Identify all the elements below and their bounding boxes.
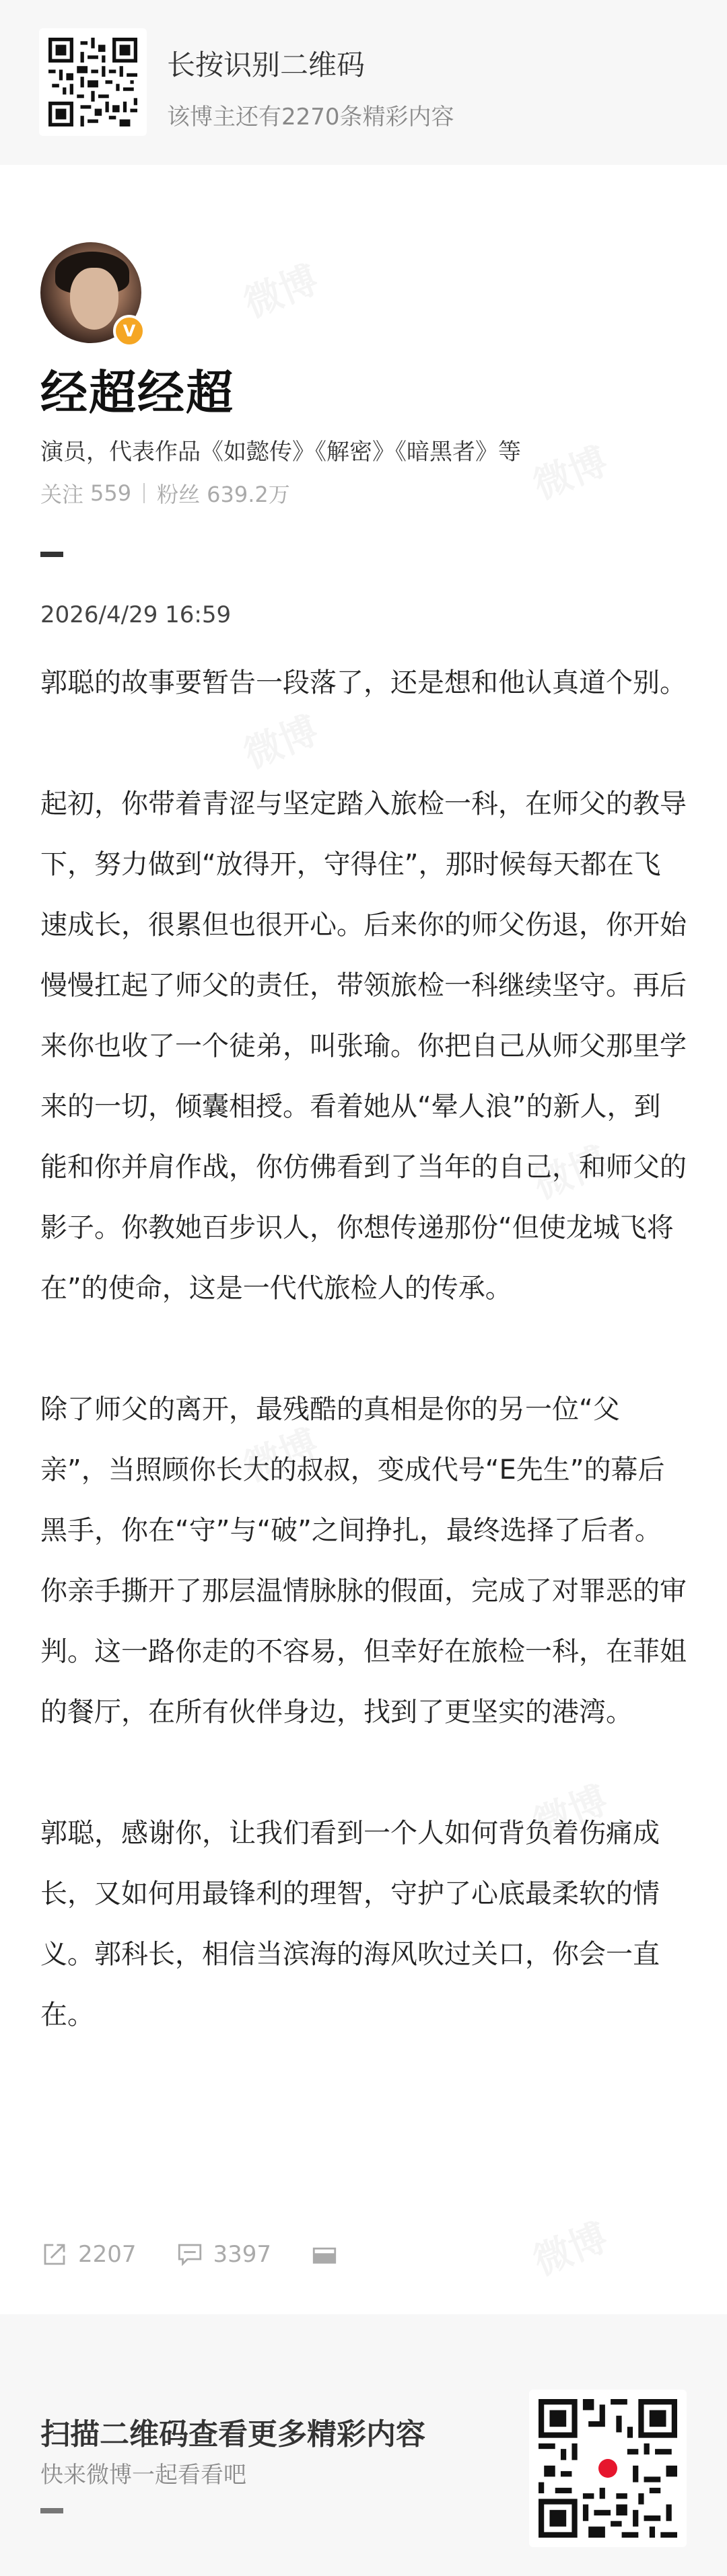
comment-icon xyxy=(176,2240,204,2269)
weibo-logo-icon xyxy=(592,2453,623,2484)
verified-badge-icon: V xyxy=(113,315,145,347)
post-content xyxy=(40,653,687,2045)
repost-count: 2207 xyxy=(78,2241,137,2268)
bottom-divider xyxy=(40,2508,63,2513)
qr-pattern xyxy=(48,38,137,126)
fans-count: 639.2万 xyxy=(207,482,290,507)
username[interactable]: 经超经超 xyxy=(40,365,234,420)
post-actions xyxy=(40,2240,387,2269)
repost-button[interactable] xyxy=(40,2240,137,2269)
follow-count: 559 xyxy=(90,480,132,506)
bottom-qr-code[interactable] xyxy=(529,2390,687,2547)
fans-label: 粉丝 xyxy=(157,482,201,507)
qr-code[interactable] xyxy=(39,28,147,136)
post-timestamp: 2026/4/29 16:59 xyxy=(40,601,232,628)
comment-count: 3397 xyxy=(213,2241,272,2268)
bottom-banner-title: 扫描二维码查看更多精彩内容 xyxy=(40,2417,425,2452)
section-divider xyxy=(40,552,63,557)
comment-button[interactable] xyxy=(176,2240,272,2269)
share-icon xyxy=(40,2240,69,2269)
watermark xyxy=(235,250,325,328)
post-paragraph: 起初，你带着青涩与坚定踏入旅检一科，在师父的教导下，努力做到“放得开，守得住”，那时候每天都在飞速成长，很累但也很开心。后来你的师父伤退，你开始慢慢扛起了师父的责任，带领旅检一科继续坚守。再后来你也收了一个徒弟，叫张瑜。你把自己从师父那里学来的一切，倾囊相授。看着她从“晕人浪”的新人，到能和你并肩作战，你仿佛看到了当年的自己，和师父的影子。你教她百步识人，你想传递那份“但使龙城飞将在”的使命，这是一代代旅检人的传承。 xyxy=(40,788,687,1304)
bottom-banner-subtitle: 快来微博一起看看吧 xyxy=(40,2462,246,2489)
banner-subtitle: 该博主还有2270条精彩内容 xyxy=(167,104,454,131)
profile-stats xyxy=(40,478,290,509)
more-button[interactable] xyxy=(310,2240,348,2269)
avatar-face xyxy=(70,268,118,330)
watermark xyxy=(524,432,615,510)
follow-label: 关注 xyxy=(40,482,84,507)
watermark xyxy=(524,2208,615,2286)
more-icon xyxy=(310,2240,339,2269)
post-paragraph: 郭聪的故事要暂告一段落了，还是想和他认真道个别。 xyxy=(40,667,687,698)
divider xyxy=(143,483,145,503)
post-paragraph: 除了师父的离开，最残酷的真相是你的另一位“父亲”，当照顾你长大的叔叔，变成代号“E先生”的幕后黑手，你在“守”与“破”之间挣扎，最终选择了后者。你亲手撕开了那层温情脉脉的假面，完成了对罪恶的审判。这一路你走的不容易，但幸好在旅检一科，在菲姐的餐厅，在所有伙伴身边，找到了更坚实的港湾。 xyxy=(40,1394,687,1728)
profile-bio: 演员，代表作品《如懿传》《解密》《暗黑者》等 xyxy=(40,439,521,466)
banner-title: 长按识别二维码 xyxy=(167,48,366,81)
post-paragraph: 郭聪，感谢你，让我们看到一个人如何背负着伤痛成长，又如何用最锋利的理智，守护了心底最柔软的情义。郭科长，相信当滨海的海风吹过关口，你会一直在。 xyxy=(40,1818,660,2030)
